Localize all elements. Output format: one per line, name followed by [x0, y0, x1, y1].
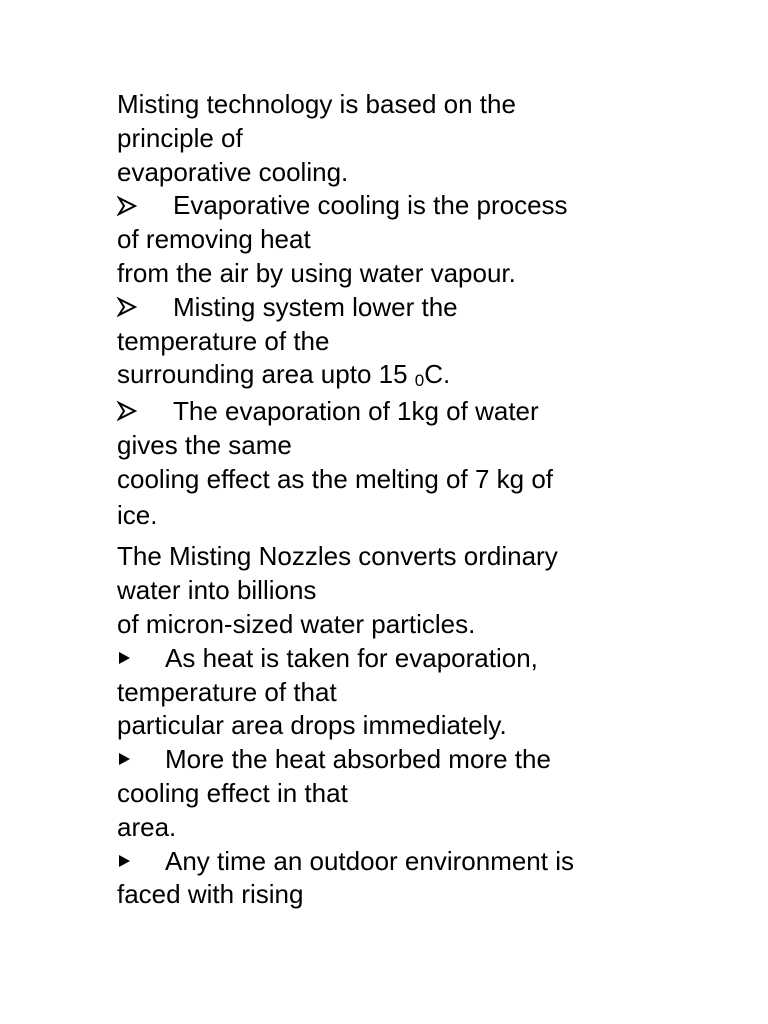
- bullet-text: The evaporation of 1kg of water: [173, 396, 539, 427]
- text-line: temperature of the: [117, 325, 330, 356]
- bullet-item: [117, 189, 657, 223]
- text-line: area.: [117, 811, 177, 842]
- bullet-item: [117, 291, 657, 325]
- text-line: faced with rising: [117, 879, 304, 910]
- bullet-item: [117, 395, 657, 429]
- degree-mark: 0: [414, 371, 425, 391]
- text-line: particular area drops immediately.: [117, 710, 507, 741]
- text-line: gives the same: [117, 429, 292, 460]
- text-line: cooling effect in that: [117, 777, 348, 808]
- text-line: ice.: [117, 499, 158, 530]
- bullet-text: Evaporative cooling is the process: [173, 190, 568, 221]
- arrow-bullet-icon: [117, 395, 173, 429]
- document-page: [117, 88, 657, 912]
- text-line: from the air by using water vapour.: [117, 257, 516, 288]
- text-fragment: surrounding area upto 15: [117, 359, 415, 390]
- triangle-bullet-icon: [117, 642, 165, 676]
- text-line: The Misting Nozzles converts ordinary: [117, 541, 558, 572]
- text-line: principle of: [117, 122, 243, 153]
- bullet-text: Any time an outdoor environment is: [165, 845, 574, 876]
- text-line: water into billions: [117, 575, 317, 606]
- bullet-item: [117, 845, 657, 879]
- text-line: of removing heat: [117, 224, 311, 255]
- bullet-item: [117, 743, 657, 777]
- arrow-bullet-icon: [117, 189, 173, 223]
- text-line: temperature of that: [117, 676, 337, 707]
- bullet-item: [117, 642, 657, 676]
- text-line: Misting technology is based on the: [117, 89, 516, 119]
- bullet-text: As heat is taken for evaporation,: [165, 642, 538, 673]
- triangle-bullet-icon: [117, 743, 165, 777]
- text-line: evaporative cooling.: [117, 156, 349, 187]
- text-line: cooling effect as the melting of 7 kg of: [117, 463, 554, 494]
- text-fragment: C.: [424, 359, 451, 390]
- bullet-text: Misting system lower the: [173, 291, 458, 322]
- temperature-line: [117, 358, 657, 395]
- arrow-bullet-icon: [117, 291, 173, 325]
- text-line: of micron-sized water particles.: [117, 608, 476, 639]
- bullet-text: More the heat absorbed more the: [165, 744, 551, 775]
- triangle-bullet-icon: [117, 845, 165, 879]
